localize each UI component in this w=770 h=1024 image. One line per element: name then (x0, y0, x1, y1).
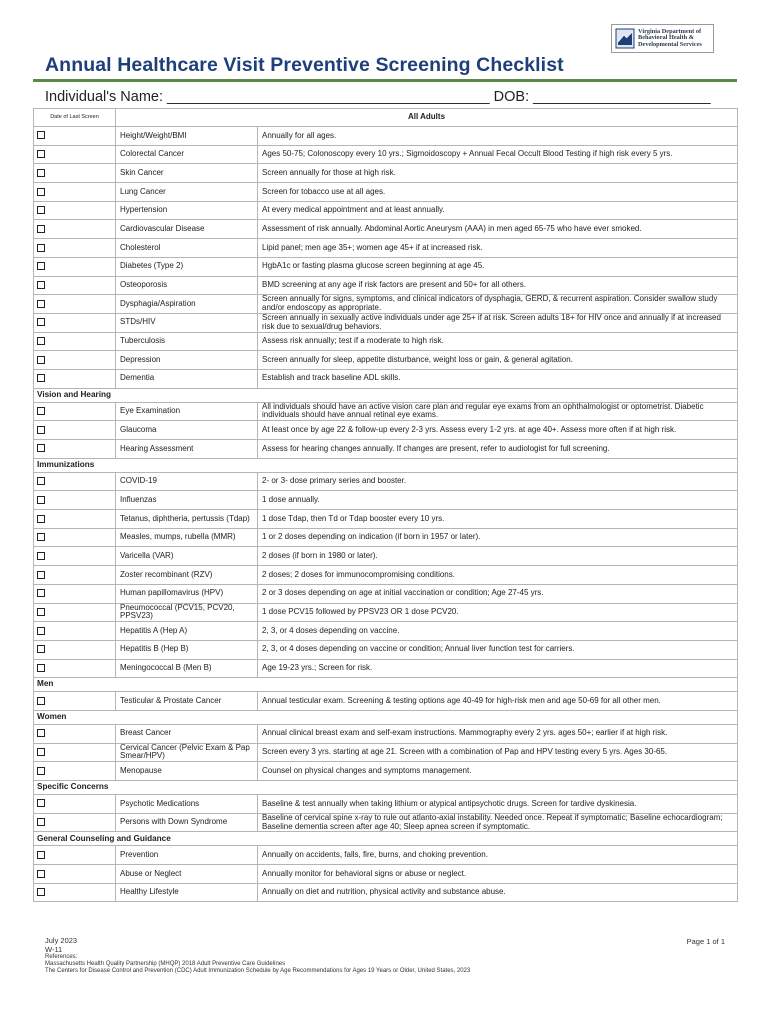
screening-item: Skin Cancer (116, 164, 258, 183)
screening-guideline: Screen for tobacco use at all ages. (258, 183, 738, 202)
logo-wordmark (638, 29, 702, 49)
table-row (34, 491, 738, 510)
screening-item: Hypertension (116, 201, 258, 220)
screening-item: COVID-19 (116, 472, 258, 491)
screening-item: Psychotic Medications (116, 795, 258, 814)
screening-checkbox[interactable] (37, 374, 45, 382)
table-header-row (34, 109, 738, 127)
screening-checkbox[interactable] (37, 169, 45, 177)
table-row (34, 566, 738, 585)
screening-guideline: At least once by age 22 & follow-up every 2-3 yrs. Assess every 1-2 yrs. at age 40+. Assess more often if at high risk. (258, 421, 738, 440)
date-of-last-screen-cell[interactable] (34, 276, 116, 295)
screening-item: Depression (116, 351, 258, 370)
screening-checkbox[interactable] (37, 870, 45, 878)
screening-guideline: Screen annually for sleep, appetite disturbance, weight loss or gain, & general agitation. (258, 351, 738, 370)
all-adults-header: All Adults (116, 109, 738, 127)
table-row (34, 220, 738, 239)
date-of-last-screen-cell[interactable] (34, 547, 116, 566)
date-of-last-screen-cell[interactable] (34, 257, 116, 276)
table-row (34, 145, 738, 164)
screening-checkbox[interactable] (37, 496, 45, 504)
screening-guideline: BMD screening at any age if risk factors are present and 50+ for all others. (258, 276, 738, 295)
screening-checkbox[interactable] (37, 888, 45, 896)
table-row (34, 295, 738, 314)
table-row (34, 883, 738, 902)
screening-guideline: Annually on diet and nutrition, physical activity and substance abuse. (258, 883, 738, 902)
screening-item: Cardiovascular Disease (116, 220, 258, 239)
screening-guideline: Counsel on physical changes and symptoms management. (258, 762, 738, 781)
screening-guideline: 2- or 3- dose primary series and booster. (258, 472, 738, 491)
table-row (34, 762, 738, 781)
table-row (34, 659, 738, 678)
screening-item: Varicella (VAR) (116, 547, 258, 566)
screening-guideline: 1 dose PCV15 followed by PPSV23 OR 1 dose PCV20. (258, 603, 738, 622)
screening-guideline: 1 dose Tdap, then Td or Tdap booster every 10 yrs. (258, 510, 738, 529)
document-title: Annual Healthcare Visit Preventive Screening Checklist (45, 54, 564, 76)
screening-checkbox[interactable] (37, 444, 45, 452)
date-of-last-screen-cell[interactable] (34, 127, 116, 146)
screening-item: Meningococcal B (Men B) (116, 659, 258, 678)
table-row (34, 846, 738, 865)
screening-checkbox[interactable] (37, 300, 45, 308)
date-of-last-screen-cell[interactable] (34, 813, 116, 832)
date-of-last-screen-cell[interactable] (34, 510, 116, 529)
screening-checkbox[interactable] (37, 851, 45, 859)
table-row (34, 164, 738, 183)
screening-item: Lung Cancer (116, 183, 258, 202)
references-label: References: (45, 954, 78, 961)
table-row (34, 622, 738, 641)
screening-item: Cervical Cancer (Pelvic Exam & Pap Smear/HPV) (116, 743, 258, 762)
screening-checkbox[interactable] (37, 131, 45, 139)
table-row (34, 276, 738, 295)
screening-checkbox[interactable] (37, 188, 45, 196)
screening-guideline: All individuals should have an active vision care plan and regular eye exams from an ophthalmologist or optometrist. Diabetic individuals should have annual retinal eye exams. (258, 402, 738, 421)
screening-checklist-table (33, 108, 738, 902)
section-label: Immunizations (34, 458, 738, 472)
screening-checkbox[interactable] (37, 729, 45, 737)
section-label: Women (34, 710, 738, 724)
screening-item: Hepatitis A (Hep A) (116, 622, 258, 641)
screening-guideline: Annually for all ages. (258, 127, 738, 146)
table-row (34, 640, 738, 659)
reference-item: The Centers for Disease Control and Prevention (CDC) Adult Immunization Schedule by Age Recommendations for Ages 19 Years or Older, United States, 2023 (45, 967, 471, 974)
table-row (34, 743, 738, 762)
screening-guideline: 2, 3, or 4 doses depending on vaccine or condition; Annual liver function test for carriers. (258, 640, 738, 659)
screening-guideline: Screen annually in sexually active individuals under age 25+ if at risk. Screen adults 18+ for HIV once and annually if at increased risk due to sexual/drug behaviors. (258, 313, 738, 332)
section-label: Vision and Hearing (34, 388, 738, 402)
date-of-last-screen-cell[interactable] (34, 584, 116, 603)
screening-guideline: Assess for hearing changes annually. If changes are present, refer to audiologist for full screening. (258, 440, 738, 459)
table-row (34, 127, 738, 146)
screening-guideline: 2 doses; 2 doses for immunocompromising conditions. (258, 566, 738, 585)
screening-item: Prevention (116, 846, 258, 865)
date-of-last-screen-header: Date of Last Screen (34, 109, 116, 127)
table-row (34, 421, 738, 440)
screening-item: Height/Weight/BMI (116, 127, 258, 146)
screening-item: Hepatitis B (Hep B) (116, 640, 258, 659)
screening-item: Healthy Lifestyle (116, 883, 258, 902)
screening-checkbox[interactable] (37, 589, 45, 597)
section-header-row (34, 458, 738, 472)
screening-guideline: Baseline & test annually when taking lithium or atypical antipsychotic drugs. Screen for tardive dyskinesia. (258, 795, 738, 814)
date-of-last-screen-cell[interactable] (34, 351, 116, 370)
screening-checkbox[interactable] (37, 356, 45, 364)
date-of-last-screen-cell[interactable] (34, 883, 116, 902)
screening-checkbox[interactable] (37, 407, 45, 415)
table-row (34, 547, 738, 566)
table-row (34, 865, 738, 884)
date-of-last-screen-cell[interactable] (34, 795, 116, 814)
footer (45, 937, 470, 975)
date-of-last-screen-cell[interactable] (34, 640, 116, 659)
screening-checkbox[interactable] (37, 515, 45, 523)
date-of-last-screen-cell[interactable] (34, 369, 116, 388)
screening-checkbox[interactable] (37, 244, 45, 252)
date-of-last-screen-cell[interactable] (34, 239, 116, 258)
section-header-row (34, 388, 738, 402)
screening-checkbox[interactable] (37, 627, 45, 635)
screening-guideline: Screen every 3 yrs. starting at age 21. Screen with a combination of Pap and HPV testing every 5 yrs. Ages 30-65. (258, 743, 738, 762)
table-row (34, 795, 738, 814)
screening-guideline: Lipid panel; men age 35+; women age 45+ if at increased risk. (258, 239, 738, 258)
table-row (34, 584, 738, 603)
table-row (34, 510, 738, 529)
screening-checkbox[interactable] (37, 748, 45, 756)
date-of-last-screen-cell[interactable] (34, 865, 116, 884)
logo-line: Behavioral Health & (638, 34, 694, 42)
screening-checkbox[interactable] (37, 426, 45, 434)
date-of-last-screen-cell[interactable] (34, 566, 116, 585)
screening-checkbox[interactable] (37, 664, 45, 672)
logo-line: Developmental Services (638, 40, 702, 48)
date-of-last-screen-cell[interactable] (34, 491, 116, 510)
table-row (34, 472, 738, 491)
date-of-last-screen-cell[interactable] (34, 724, 116, 743)
footer-code: W-11 (45, 944, 63, 954)
table-row (34, 313, 738, 332)
screening-item: Measles, mumps, rubella (MMR) (116, 528, 258, 547)
section-label: Men (34, 678, 738, 692)
table-row (34, 369, 738, 388)
screening-checkbox[interactable] (37, 818, 45, 826)
date-of-last-screen-cell[interactable] (34, 603, 116, 622)
table-row (34, 239, 738, 258)
screening-item: Zoster recombinant (RZV) (116, 566, 258, 585)
date-of-last-screen-cell[interactable] (34, 743, 116, 762)
screening-item: Cholesterol (116, 239, 258, 258)
screening-item: Osteoporosis (116, 276, 258, 295)
screening-item: Diabetes (Type 2) (116, 257, 258, 276)
screening-checkbox[interactable] (37, 552, 45, 560)
screening-item: Dementia (116, 369, 258, 388)
date-of-last-screen-cell[interactable] (34, 164, 116, 183)
date-of-last-screen-cell[interactable] (34, 440, 116, 459)
virginia-state-icon (615, 27, 635, 50)
date-of-last-screen-cell[interactable] (34, 421, 116, 440)
screening-checkbox[interactable] (37, 262, 45, 270)
screening-item: STDs/HIV (116, 313, 258, 332)
screening-item: Influenzas (116, 491, 258, 510)
table-row (34, 724, 738, 743)
screening-item: Hearing Assessment (116, 440, 258, 459)
table-row (34, 332, 738, 351)
individual-name-dob-field[interactable]: Individual's Name: ________________________________________ DOB: ______________________ (45, 89, 711, 105)
screening-item: Eye Examination (116, 402, 258, 421)
screening-guideline: Annual clinical breast exam and self-exam instructions. Mammography every 2 yrs. ages 50+; earlier if at high risk. (258, 724, 738, 743)
screening-guideline: Age 19-23 yrs.; Screen for risk. (258, 659, 738, 678)
screening-checkbox[interactable] (37, 206, 45, 214)
screening-checkbox[interactable] (37, 337, 45, 345)
screening-checkbox[interactable] (37, 533, 45, 541)
screening-item: Dysphagia/Aspiration (116, 295, 258, 314)
screening-item: Glaucoma (116, 421, 258, 440)
table-row (34, 528, 738, 547)
date-of-last-screen-cell[interactable] (34, 145, 116, 164)
date-of-last-screen-cell[interactable] (34, 692, 116, 711)
screening-guideline: 1 or 2 doses depending on indication (if born in 1957 or later). (258, 528, 738, 547)
table-row (34, 183, 738, 202)
screening-checkbox[interactable] (37, 767, 45, 775)
screening-checkbox[interactable] (37, 571, 45, 579)
table-row (34, 813, 738, 832)
section-label: Specific Concerns (34, 781, 738, 795)
table-row (34, 440, 738, 459)
table-row (34, 201, 738, 220)
date-of-last-screen-cell[interactable] (34, 220, 116, 239)
screening-item: Tuberculosis (116, 332, 258, 351)
table-row (34, 692, 738, 711)
screening-guideline: Establish and track baseline ADL skills. (258, 369, 738, 388)
screening-item: Persons with Down Syndrome (116, 813, 258, 832)
screening-checkbox[interactable] (37, 697, 45, 705)
date-of-last-screen-cell[interactable] (34, 762, 116, 781)
screening-guideline: 2 doses (if born in 1980 or later). (258, 547, 738, 566)
screening-item: Human papillomavirus (HPV) (116, 584, 258, 603)
section-header-row (34, 710, 738, 724)
table-row (34, 257, 738, 276)
screening-guideline: Assess risk annually; test if a moderate to high risk. (258, 332, 738, 351)
date-of-last-screen-cell[interactable] (34, 402, 116, 421)
screening-checkbox[interactable] (37, 477, 45, 485)
table-row (34, 402, 738, 421)
screening-guideline: Assessment of risk annually. Abdominal Aortic Aneurysm (AAA) in men aged 65-75 who have ever smoked. (258, 220, 738, 239)
screening-checkbox[interactable] (37, 318, 45, 326)
screening-item: Tetanus, diphtheria, pertussis (Tdap) (116, 510, 258, 529)
screening-guideline: Screen annually for signs, symptoms, and clinical indicators of dysphagia, GERD, & recurrent aspiration. Consider swallow study and/or endoscopy as appropriate. (258, 295, 738, 314)
date-of-last-screen-cell[interactable] (34, 313, 116, 332)
date-of-last-screen-cell[interactable] (34, 528, 116, 547)
screening-checkbox[interactable] (37, 608, 45, 616)
screening-guideline: Annual testicular exam. Screening & testing options age 40-49 for high-risk men and age 50-69 for all other men. (258, 692, 738, 711)
date-of-last-screen-cell[interactable] (34, 472, 116, 491)
logo-line: Virginia Department of (638, 27, 702, 35)
screening-guideline: HgbA1c or fasting plasma glucose screen beginning at age 45. (258, 257, 738, 276)
title-divider (33, 79, 737, 82)
date-of-last-screen-cell[interactable] (34, 659, 116, 678)
screening-item: Abuse or Neglect (116, 865, 258, 884)
screening-guideline: Annually monitor for behavioral signs or abuse or neglect. (258, 865, 738, 884)
screening-checkbox[interactable] (37, 150, 45, 158)
reference-item: Massachusetts Health Quality Partnership (MHQP) 2018 Adult Preventive Care Guidelines (45, 960, 286, 967)
screening-item: Pneumococcal (PCV15, PCV20, PPSV23) (116, 603, 258, 622)
screening-checkbox[interactable] (37, 225, 45, 233)
screening-guideline: 2 or 3 doses depending on age at initial vaccination or condition; Age 27-45 yrs. (258, 584, 738, 603)
section-header-row (34, 781, 738, 795)
screening-guideline: Ages 50-75; Colonoscopy every 10 yrs.; Sigmoidoscopy + Annual Fecal Occult Blood Testing if high risk every 5 yrs. (258, 145, 738, 164)
date-of-last-screen-cell[interactable] (34, 295, 116, 314)
date-of-last-screen-cell[interactable] (34, 201, 116, 220)
page-number: Page 1 of 1 (686, 937, 725, 946)
screening-item: Testicular & Prostate Cancer (116, 692, 258, 711)
section-header-row (34, 832, 738, 846)
screening-guideline: At every medical appointment and at least annually. (258, 201, 738, 220)
table-row (34, 351, 738, 370)
date-of-last-screen-cell[interactable] (34, 183, 116, 202)
footer-date: July 2023 (45, 936, 78, 945)
screening-guideline: 2, 3, or 4 doses depending on vaccine. (258, 622, 738, 641)
table-row (34, 603, 738, 622)
date-of-last-screen-cell[interactable] (34, 332, 116, 351)
screening-item: Colorectal Cancer (116, 145, 258, 164)
screening-guideline: Annually on accidents, falls, fire, burns, and choking prevention. (258, 846, 738, 865)
screening-checkbox[interactable] (37, 799, 45, 807)
date-of-last-screen-cell[interactable] (34, 622, 116, 641)
screening-item: Breast Cancer (116, 724, 258, 743)
screening-guideline: Baseline of cervical spine x-ray to rule out atlanto-axial instability. Needed once. Repeat if symptomatic; Baseline echocardiogram; Baseline dementia screen after age 40; Sleep apnea screen if symptomatic. (258, 813, 738, 832)
screening-guideline: 1 dose annually. (258, 491, 738, 510)
vdbhds-logo (611, 24, 714, 53)
date-of-last-screen-cell[interactable] (34, 846, 116, 865)
screening-checkbox[interactable] (37, 645, 45, 653)
screening-guideline: Screen annually for those at high risk. (258, 164, 738, 183)
section-label: General Counseling and Guidance (34, 832, 738, 846)
screening-item: Menopause (116, 762, 258, 781)
section-header-row (34, 678, 738, 692)
screening-checkbox[interactable] (37, 281, 45, 289)
